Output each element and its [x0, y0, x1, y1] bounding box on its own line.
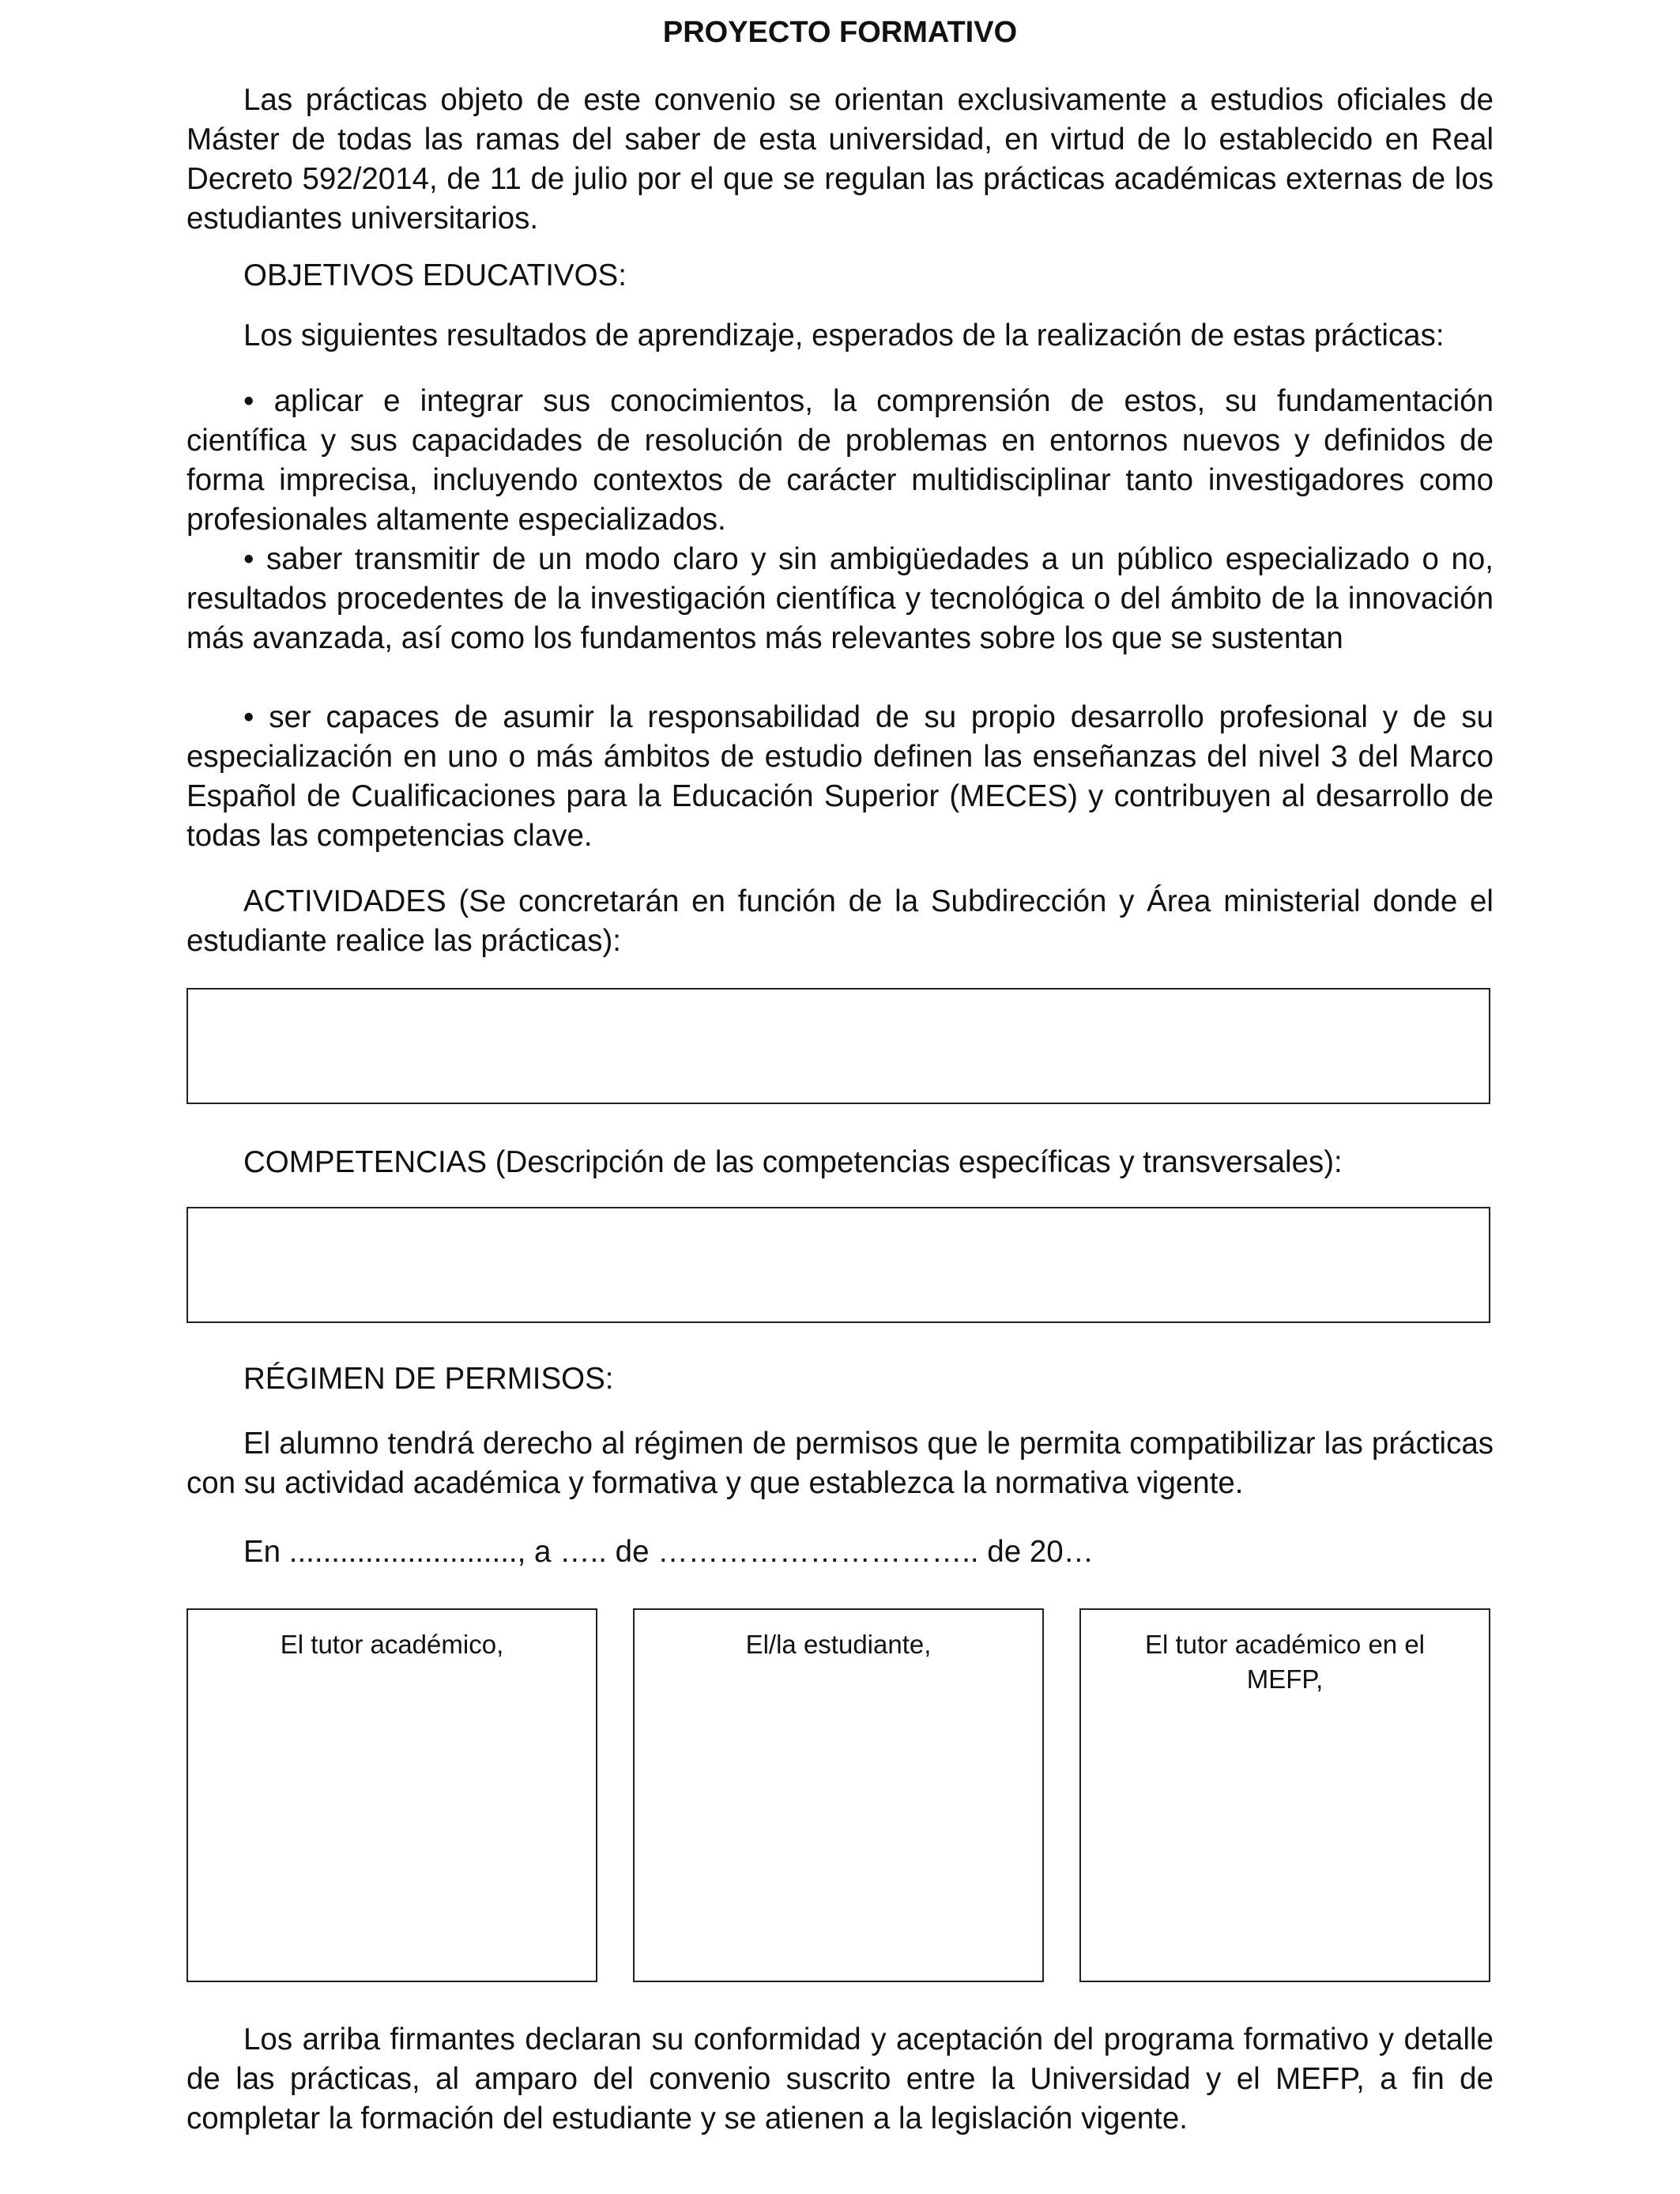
competences-heading: COMPETENCIAS (Descripción de las competencias específicas y transversales): [243, 1145, 1343, 1179]
activities-heading: ACTIVIDADES (Se concretarán en función de la Subdirección y Área ministerial donde el estudiante realice las prácticas): [186, 884, 1494, 958]
permissions-heading: RÉGIMEN DE PERMISOS: [243, 1362, 614, 1396]
objectives-lead: Los siguientes resultados de aprendizaje, esperados de la realización de estas prácticas: [243, 319, 1445, 352]
closing-paragraph: Los arriba firmantes declaran su conformidad y aceptación del programa formativo y detalle de las prácticas, al amparo del convenio suscrito entre la Universidad y el MEFP, a fin de completar la formación del estudiante y se atienen a la legislación vigente. [186, 2022, 1494, 2136]
bullet-text: aplicar e integrar sus conocimientos, la comprensión de estos, su fundamentación científica y sus capacidades de resolución de problemas en entornos nuevos y definidos de forma imprecisa, incluyendo contextos de carácter multidisciplinar tanto investigadores como profesionales altamente especializados. [186, 384, 1494, 537]
signature-box-student[interactable] [633, 1608, 1044, 1982]
bullet-text: ser capaces de asumir la responsabilidad de su propio desarrollo profesional y de su especialización en uno o más ámbitos de estudio definen las enseñanzas del nivel 3 del Marco Español de Cualificaciones para la Educación Superior (MECES) y contribuyen al desarrollo de todas las competencias clave. [186, 700, 1494, 853]
signature-box-academic-tutor[interactable] [186, 1608, 597, 1982]
permissions-paragraph: El alumno tendrá derecho al régimen de permisos que le permita compatibilizar las prácticas con su actividad académica y formativa y que establezca la normativa vigente. [186, 1427, 1494, 1500]
signature-label: El tutor académico, [280, 1630, 504, 1659]
bullet-icon: • [243, 542, 254, 576]
signature-label: El tutor académico en el MEFP, [1144, 1630, 1426, 1694]
date-line: En ..........................., a ….. de ………………………….. de 20… [243, 1535, 1094, 1569]
intro-paragraph: Las prácticas objeto de este convenio se orientan exclusivamente a estudios oficiales de Máster de todas las ramas del saber de esta universidad, en virtud de lo establecido en Real Decreto 592/2014, de 11 de julio por el que se regulan las prácticas académicas externas de los estudiantes universitarios. [186, 83, 1494, 236]
activities-field[interactable] [186, 988, 1490, 1104]
bullet-text: saber transmitir de un modo claro y sin ambigüedades a un público especializado o no, resultados procedentes de la investigación científica y tecnológica o del ámbito de la innovación más avanzada, así como los fundamentos más relevantes sobre los que se sustentan [186, 542, 1494, 655]
bullet-icon: • [243, 700, 254, 734]
signature-label: El/la estudiante, [745, 1630, 932, 1659]
bullet-item-3 [186, 698, 1494, 856]
bullet-item-1 [186, 382, 1494, 540]
bullet-item-2 [186, 540, 1494, 658]
bullet-icon: • [243, 384, 254, 418]
signature-box-mefp-tutor[interactable] [1079, 1608, 1490, 1982]
objectives-heading: OBJETIVOS EDUCATIVOS: [243, 258, 627, 292]
document-title: PROYECTO FORMATIVO [662, 16, 1018, 49]
competences-field[interactable] [186, 1207, 1490, 1323]
